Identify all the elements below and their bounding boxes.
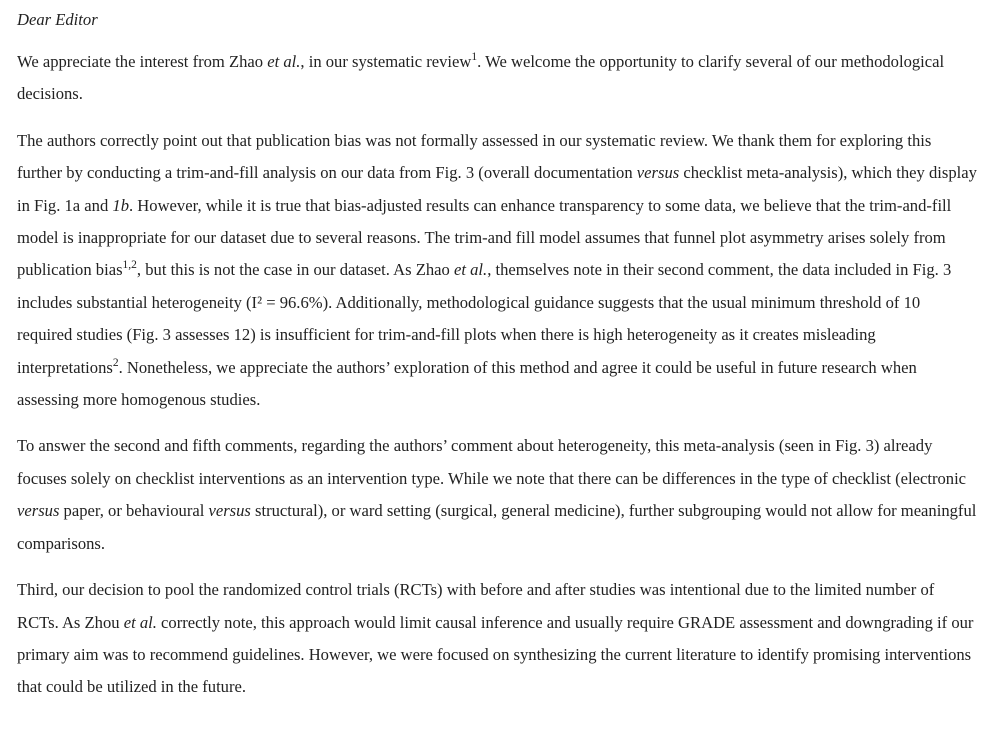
p3-versus-1: versus [17, 501, 60, 521]
p2-et-al: et al. [454, 260, 488, 280]
p4-text-1: Third, our decision to pool the randomized control trials (RCTs) with before and after studies was intentional due to the limited number of RCTs. As Zhou [17, 580, 935, 632]
p2-text-1: The authors correctly point out that publication bias was not formally assessed in our systematic review. We thank them for exploring this further by conducting a trim-and-fill analysis on our data from Fig. 3 (overall documentation [17, 130, 932, 183]
p2-text-2: checklist meta-analysis), which they display in Fig. 1a and [17, 163, 977, 215]
p1-text-2: , in our systematic review [300, 52, 472, 71]
p4-text-2: correctly note, this approach would limit causal inference and usually require GRADE assessment and downgrading if our primary aim was to recommend guidelines. However, we were focused on synthesizing the current literature to identify promising interventions that could be utilized in the future. [17, 612, 974, 697]
p2-versus: versus [636, 163, 680, 183]
p2-text-5: , themselves note in their second comment, the data included in Fig. 3 includes substantial heterogeneity (I² = 96.6%). Additionally, methodological guidance suggests that the usual minimum threshold of 10 required studies (Fig. 3 assesses 12) is insufficient for trim-and-fill plots when there is high heterogeneity as it creates misleading interpretations [17, 260, 952, 377]
letter-body [17, 0, 977, 718]
p1-et-al: et al. [267, 52, 301, 71]
p2-text-3: . However, while it is true that bias-adjusted results can enhance transparency to some data, we believe that the trim-and-fill model is inappropriate for our dataset due to several reasons. The trim-and fill model assumes that funnel plot asymmetry arises solely from publication bias [17, 195, 952, 280]
p2-text-6: . Nonetheless, we appreciate the authors’ exploration of this method and agree it could be useful in future research when assessing more homogenous studies. [17, 357, 917, 410]
paragraph-1 [17, 46, 977, 111]
paragraph-3 [17, 430, 977, 560]
p1-text-3: . We welcome the opportunity to clarify several of our methodological decisions. [17, 52, 945, 104]
p2-citation-2[interactable]: 2 [112, 356, 119, 369]
salutation: Dear Editor [17, 10, 98, 29]
p4-et-al: et al. [123, 612, 157, 632]
p2-text-4: , but this is not the case in our dataset. As Zhao [136, 260, 454, 280]
p2-fig-1b: 1b [112, 195, 129, 215]
paragraph-2 [17, 125, 977, 417]
p3-text-3: structural), or ward setting (surgical, general medicine), further subgrouping would not allow for meaningful comparisons. [17, 501, 977, 553]
p2-citation-1-2[interactable]: 1,2 [122, 259, 137, 272]
p3-text-1: To answer the second and fifth comments, regarding the authors’ comment about heterogeneity, this meta-analysis (seen in Fig. 3) already focuses solely on checklist interventions as an intervention type. While we note that there can be differences in the type of checklist (electronic [17, 436, 967, 488]
p3-text-2: paper, or behavioural [59, 501, 209, 521]
p1-text-1: We appreciate the interest from Zhao [17, 52, 268, 71]
paragraph-4 [17, 574, 977, 704]
p1-citation-1[interactable]: 1 [471, 51, 478, 63]
p3-versus-2: versus [208, 501, 251, 521]
